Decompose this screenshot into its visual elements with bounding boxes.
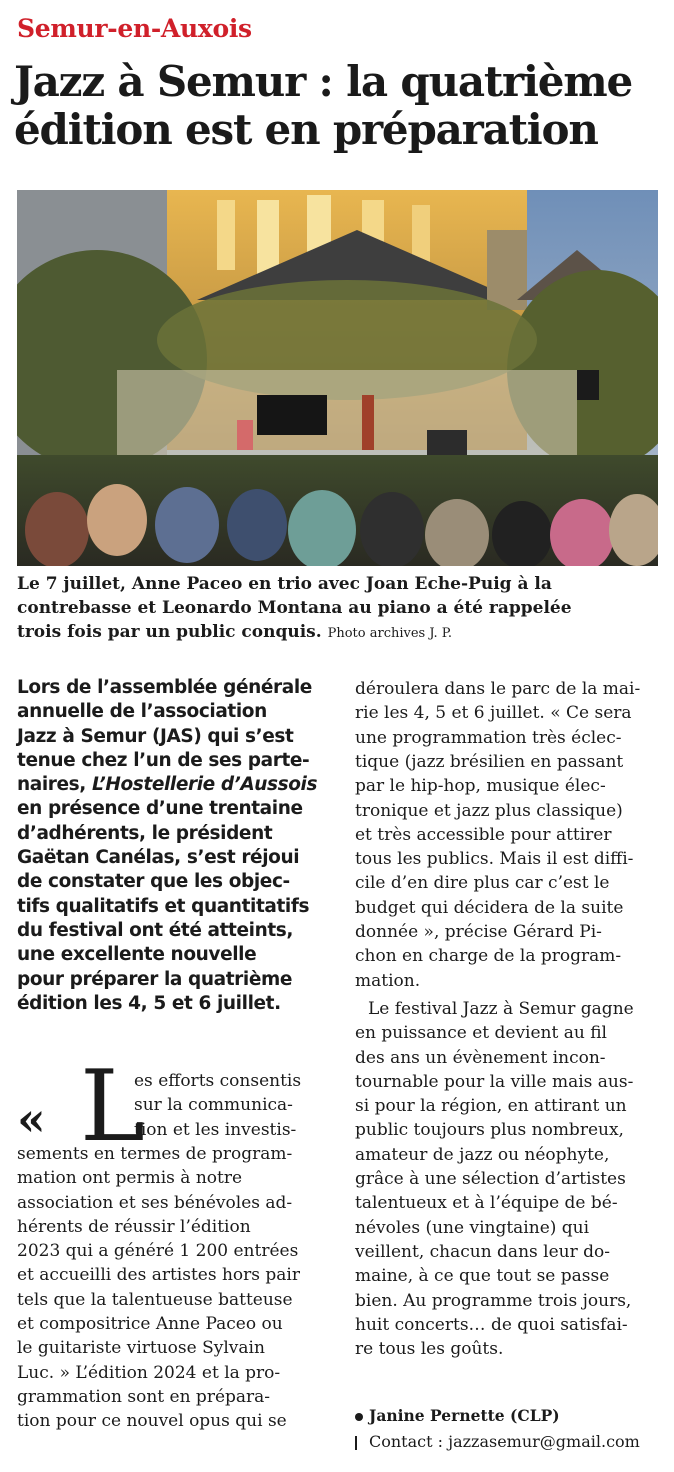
quote-mark: « bbox=[17, 1092, 46, 1146]
headline-line: Jazz à Semur : la quatrième bbox=[14, 57, 633, 106]
photo-credit: Photo archives J. P. bbox=[327, 626, 453, 641]
body-line: hérents de réussir l’édition bbox=[17, 1216, 251, 1237]
headline-line: édition est en préparation bbox=[14, 105, 598, 154]
body-line: tels que la talentueuse batteuse bbox=[17, 1289, 293, 1310]
lead-line: du festival ont été atteints, bbox=[17, 919, 294, 941]
lead-line: d’adhérents, le président bbox=[17, 822, 273, 844]
lead-line bbox=[17, 773, 337, 797]
kicker: Semur-en-Auxois bbox=[17, 14, 252, 43]
body-line: es efforts consentis bbox=[134, 1071, 302, 1091]
body-line: tournable pour la ville mais aus- bbox=[355, 1071, 634, 1092]
caption-line-text: trois fois par un public conquis. bbox=[17, 622, 322, 642]
body-line: re tous les goûts. bbox=[355, 1339, 504, 1360]
lead-line: de constater que les objec- bbox=[17, 871, 290, 893]
body-line: mation ont permis à notre bbox=[17, 1168, 243, 1189]
body-line: rie les 4, 5 et 6 juillet. « Ce sera bbox=[355, 703, 632, 724]
body-line: déroulera dans le parc de la mai- bbox=[355, 679, 641, 699]
body-line: bien. Au programme trois jours, bbox=[355, 1290, 632, 1311]
body-line: huit concerts… de quoi satisfai- bbox=[355, 1314, 628, 1335]
body-line: une programmation très éclec- bbox=[355, 727, 622, 748]
body-line: tronique et jazz plus classique) bbox=[355, 800, 623, 821]
body-line: et compositrice Anne Paceo ou bbox=[17, 1314, 283, 1334]
partner-name: L’Hostellerie d’Aussois bbox=[91, 774, 318, 796]
lead-line-text: naires, bbox=[17, 774, 86, 796]
body-line: Luc. » L’édition 2024 et la pro- bbox=[17, 1362, 281, 1383]
body-line: talentueux et à l’équipe de bé- bbox=[355, 1193, 618, 1214]
body-line: budget qui décidera de la suite bbox=[355, 897, 624, 918]
body-line: sements en termes de program- bbox=[17, 1143, 293, 1164]
body-line: tion et les investis- bbox=[134, 1119, 297, 1140]
lead-line: pour préparer la quatrième bbox=[17, 968, 293, 990]
dropcap: L bbox=[80, 1050, 146, 1164]
body-line: grammation sont en prépara- bbox=[17, 1386, 271, 1407]
body-line: association et ses bénévoles ad- bbox=[17, 1192, 293, 1213]
lead-paragraph bbox=[17, 676, 337, 1016]
body-line: veillent, chacun dans leur do- bbox=[355, 1241, 610, 1262]
body-line: et très accessible pour attirer bbox=[355, 824, 612, 845]
lead-line: Gaëtan Canélas, s’est réjoui bbox=[17, 847, 300, 869]
body-line: donnée », précise Gérard Pi- bbox=[355, 922, 602, 942]
divider-icon bbox=[355, 1436, 357, 1450]
lead-line: Lors de l’assemblée générale bbox=[17, 677, 312, 698]
body-line: amateur de jazz ou néophyte, bbox=[355, 1144, 610, 1165]
body-line: tous les publics. Mais il est diffi- bbox=[355, 849, 634, 870]
body-line: mation. bbox=[355, 970, 421, 991]
headline bbox=[14, 58, 664, 154]
lead-line: édition les 4, 5 et 6 juillet. bbox=[17, 992, 281, 1014]
caption-line: contrebasse et Leonardo Montana au piano a été rappelée bbox=[17, 598, 572, 618]
body-line: névoles (une vingtaine) qui bbox=[355, 1217, 590, 1238]
caption-line: Le 7 juillet, Anne Paceo en trio avec Joan Eche-Puig à la bbox=[17, 574, 552, 594]
lead-line: tifs qualitatifs et quantitatifs bbox=[17, 895, 310, 917]
body-line: maine, à ce que tout se passe bbox=[355, 1266, 610, 1287]
caption-line bbox=[17, 620, 662, 646]
lead-line: une excellente nouvelle bbox=[17, 944, 257, 966]
signature bbox=[355, 1406, 560, 1425]
lead-line: annuelle de l’association bbox=[17, 701, 267, 723]
lead-line: Jazz à Semur (JAS) qui s’est bbox=[17, 725, 294, 747]
body-line: public toujours plus nombreux, bbox=[355, 1120, 624, 1141]
body-line: grâce à une sélection d’artistes bbox=[355, 1169, 626, 1189]
contact-text: Contact : jazzasemur@gmail.com bbox=[369, 1432, 640, 1451]
body-line: tique (jazz brésilien en passant bbox=[355, 751, 624, 772]
body-line: en puissance et devient au fil bbox=[355, 1023, 607, 1044]
bullet-icon bbox=[355, 1413, 363, 1421]
body-line: tion pour ce nouvel opus qui se bbox=[17, 1411, 287, 1432]
body-line: des ans un évènement incon- bbox=[355, 1047, 606, 1068]
contact bbox=[355, 1432, 640, 1451]
lead-line: en présence d’une trentaine bbox=[17, 798, 303, 820]
signature-text: Janine Pernette (CLP) bbox=[369, 1406, 560, 1425]
body-line: le guitariste virtuose Sylvain bbox=[17, 1338, 265, 1359]
body-line: sur la communica- bbox=[134, 1095, 293, 1116]
body-line: cile d’en dire plus car c’est le bbox=[355, 873, 610, 894]
body-line: 2023 qui a généré 1 200 entrées bbox=[17, 1241, 299, 1262]
body-line: chon en charge de la program- bbox=[355, 946, 622, 967]
lead-line: tenue chez l’un de ses parte- bbox=[17, 749, 310, 771]
concert-photo bbox=[17, 190, 658, 566]
body-line: Le festival Jazz à Semur gagne bbox=[368, 998, 634, 1019]
body-line: et accueilli des artistes hors pair bbox=[17, 1265, 300, 1286]
body-line: par le hip-hop, musique élec- bbox=[355, 776, 606, 797]
body-line: si pour la région, en attirant un bbox=[355, 1096, 627, 1117]
photo-caption bbox=[17, 572, 662, 646]
